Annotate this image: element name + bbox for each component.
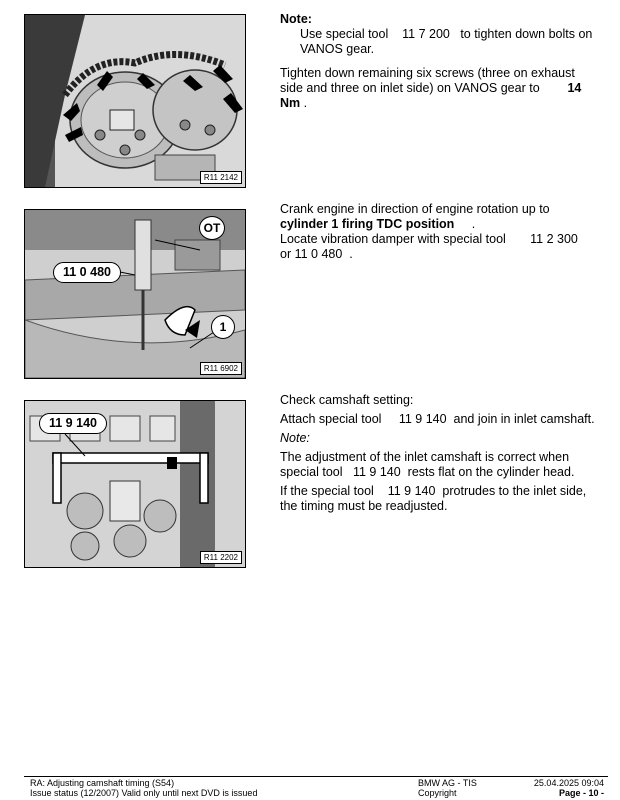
locate-instruction: Locate vibration damper with special tool 11 2 300 or 11 0 480 .	[280, 232, 578, 261]
note-label: Note:	[280, 431, 310, 445]
copyright-label: Copyright	[418, 788, 457, 798]
figure-reference: R11 6902	[200, 362, 242, 375]
figure-vanos-gear	[24, 14, 246, 188]
tool-number: 11 9 140	[387, 484, 436, 498]
attach-instruction: Attach special tool 11 9 140 and join in inlet camshaft.	[280, 412, 595, 426]
figure-reference: R11 2142	[200, 171, 242, 184]
tool-number: 11 9 140	[352, 465, 401, 479]
tool-callout: 11 9 140	[39, 413, 107, 434]
footer-center	[418, 778, 477, 798]
torque-value: 14 Nm	[280, 81, 582, 110]
note-readjust: If the special tool 11 9 140 protrudes to the inlet side, the timing must be readjusted.	[280, 484, 587, 513]
tool-number: 11 0 480	[294, 247, 343, 261]
figure-camshaft-check	[24, 400, 246, 568]
section-vanos-bolts	[280, 12, 600, 111]
footer-divider	[24, 776, 608, 777]
document-title: RA: Adjusting camshaft timing (S54)	[30, 778, 175, 788]
tool-number: 11 9 140	[398, 412, 447, 426]
note-correct: The adjustment of the inlet camshaft is correct when special tool 11 9 140 rests flat on the cylinder head.	[280, 450, 575, 479]
note-label: Note:	[280, 12, 312, 26]
tighten-instruction: Tighten down remaining six screws (three on exhaust side and three on inlet side) on VANOS gear to 14 Nm .	[280, 66, 582, 110]
issue-status: Issue status (12/2007) Valid only until next DVD is issued	[30, 788, 258, 798]
tool-callout: 11 0 480	[53, 262, 121, 283]
note-text: Use special tool 11 7 200 to tighten down bolts on VANOS gear.	[300, 27, 593, 56]
figure-reference: R11 2202	[200, 551, 242, 564]
tool-number: 11 7 200	[402, 27, 450, 41]
crank-instruction: Crank engine in direction of engine rotation up to cylinder 1 firing TDC position .	[280, 202, 550, 231]
figure-vibration-damper	[24, 209, 246, 379]
company-name: BMW AG - TIS	[418, 778, 477, 788]
tool-number: 11 2 300	[530, 232, 578, 246]
print-date: 25.04.2025 09:04	[533, 778, 604, 788]
ot-marker: OT	[199, 216, 225, 240]
vanos-gear-illustration	[25, 15, 245, 187]
footer-right	[534, 778, 604, 798]
footer-left	[30, 778, 257, 798]
check-heading: Check camshaft setting:	[280, 393, 414, 407]
position-marker-1: 1	[211, 315, 235, 339]
section-crank-engine	[280, 202, 600, 262]
page-number: Page - 10 -	[558, 788, 604, 798]
section-camshaft-check	[280, 393, 600, 514]
tdc-position: cylinder 1 firing TDC position	[280, 217, 455, 231]
